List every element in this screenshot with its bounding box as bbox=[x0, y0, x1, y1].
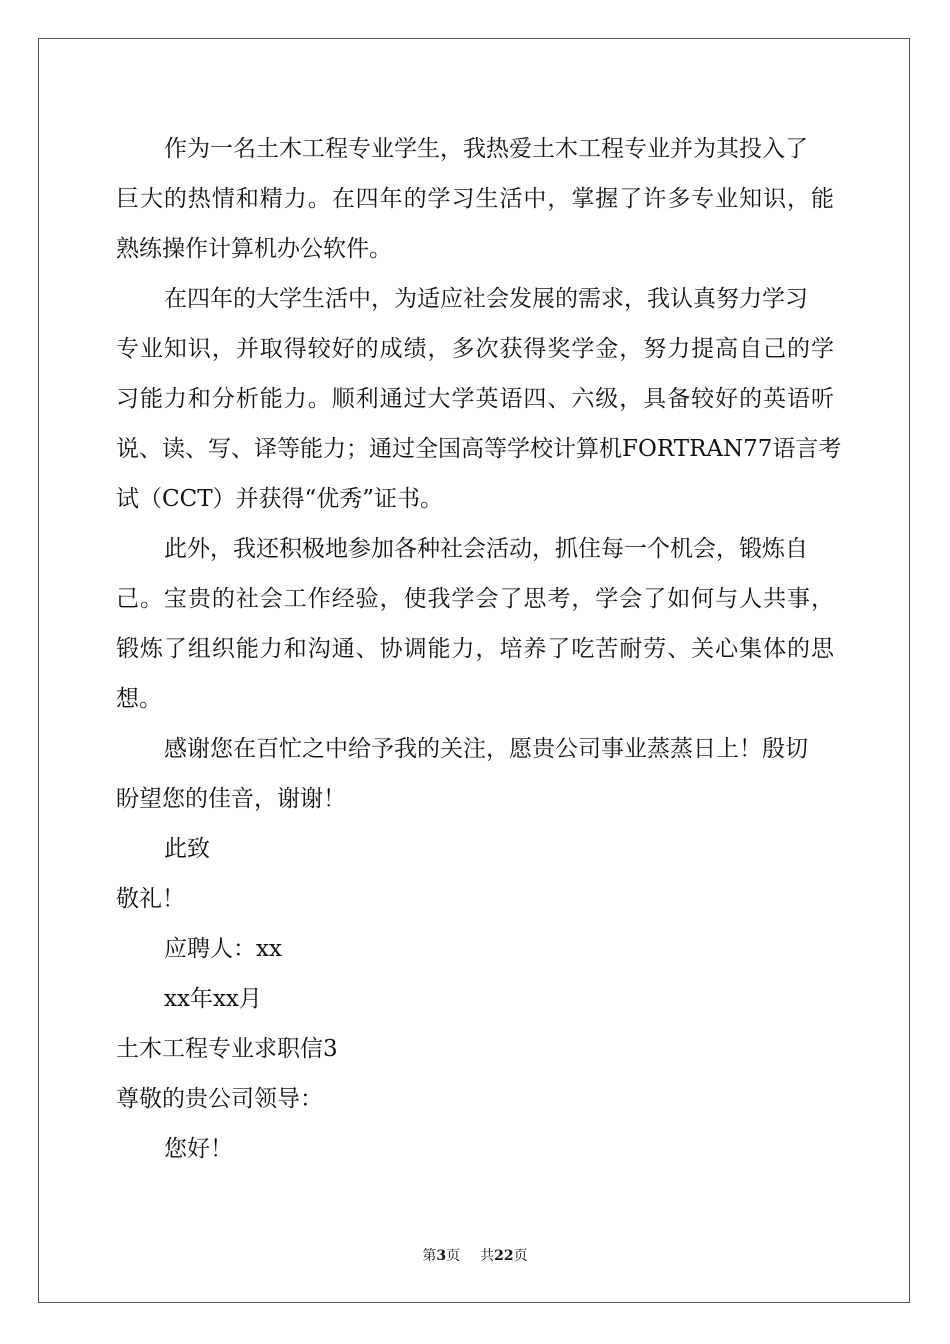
text-line: 专业知识，并取得较好的成绩，多次获得奖学金，努力提高自己的学 bbox=[116, 336, 834, 362]
greeting-line: 您好！ bbox=[164, 1136, 233, 1162]
total-suffix: 页 bbox=[513, 1248, 528, 1264]
text-line: 感谢您在百忙之中给予我的关注，愿贵公司事业蒸蒸日上！殷切 bbox=[164, 736, 808, 762]
text-line: 试（CCT）并获得“优秀”证书。 bbox=[116, 486, 444, 512]
page-number: 3 bbox=[436, 1248, 447, 1264]
text-line: 说、读、写、译等能力；通过全国高等学校计算机FORTRAN77语言考 bbox=[116, 436, 842, 462]
page-footer bbox=[0, 1246, 950, 1266]
text-line: 熟练操作计算机办公软件。 bbox=[116, 236, 392, 262]
applicant-line: 应聘人：xx bbox=[164, 936, 282, 962]
closing-line: 此致 bbox=[164, 836, 210, 862]
text-line: 锻炼了组织能力和沟通、协调能力，培养了吃苦耐劳、关心集体的思 bbox=[116, 636, 834, 662]
total-prefix: 共 bbox=[480, 1248, 495, 1264]
section-title: 土木工程专业求职信3 bbox=[116, 1036, 338, 1062]
greeting-line: 尊敬的贵公司领导： bbox=[116, 1086, 323, 1112]
salutation-line: 敬礼！ bbox=[116, 886, 185, 912]
text-line: 在四年的大学生活中，为适应社会发展的需求，我认真努力学习 bbox=[164, 286, 808, 312]
text-line: 此外，我还积极地参加各种社会活动，抓住每一个机会，锻炼自 bbox=[164, 536, 808, 562]
date-line: xx年xx月 bbox=[164, 986, 262, 1012]
text-line: 己。宝贵的社会工作经验，使我学会了思考，学会了如何与人共事， bbox=[116, 586, 834, 612]
page-suffix: 页 bbox=[446, 1248, 461, 1264]
text-line: 盼望您的佳音，谢谢！ bbox=[116, 786, 346, 812]
text-line: 想。 bbox=[116, 686, 162, 712]
text-line: 习能力和分析能力。顺利通过大学英语四、六级，具备较好的英语听 bbox=[116, 386, 834, 412]
text-line: 作为一名土木工程专业学生，我热爱土木工程专业并为其投入了 bbox=[164, 136, 808, 162]
text-line: 巨大的热情和精力。在四年的学习生活中，掌握了许多专业知识，能 bbox=[116, 186, 834, 212]
page-prefix: 第 bbox=[422, 1248, 437, 1264]
page-total: 22 bbox=[494, 1248, 514, 1264]
